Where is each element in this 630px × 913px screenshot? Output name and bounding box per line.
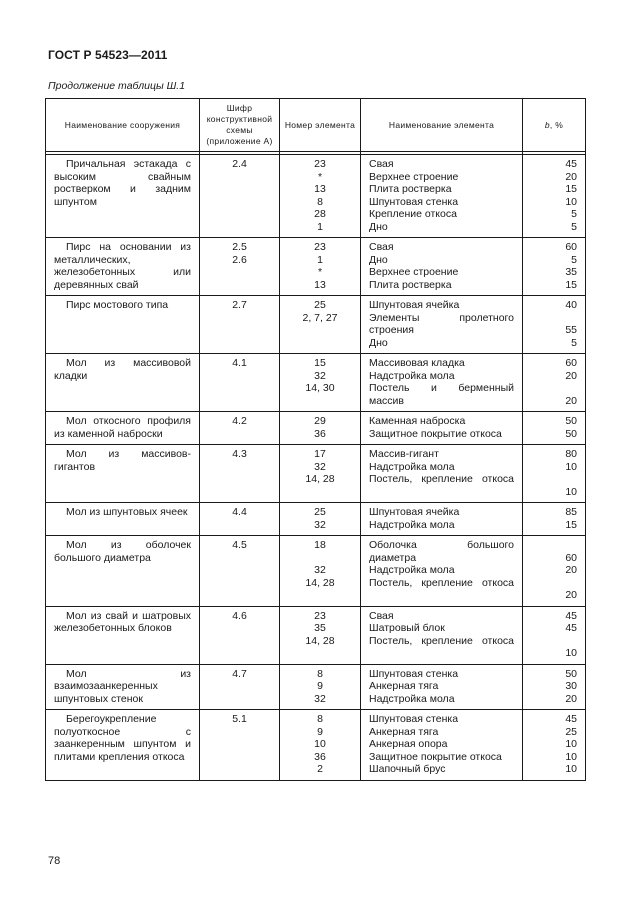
- element-name-cell: [361, 296, 523, 354]
- structure-name: Мол из взаимозаанкеренных шпунтовых стенок: [54, 667, 191, 705]
- element-name-cell: [361, 412, 523, 445]
- b-symbol: b: [544, 119, 550, 130]
- element-number: 2, 7, 27: [302, 311, 338, 324]
- element-number: 14, 28: [305, 473, 335, 485]
- element-name-cell: [361, 664, 523, 710]
- document-header: ГОСТ Р 54523—2011: [48, 48, 168, 62]
- table-row: [46, 606, 586, 664]
- structure-name: Мол из массивов-гигантов: [54, 448, 191, 473]
- element-number: 36: [314, 750, 326, 763]
- table-header-row: [46, 99, 586, 152]
- element-number-cell: [280, 412, 361, 445]
- element-number: 25: [314, 506, 326, 518]
- table-row: [46, 664, 586, 710]
- row-spacer: [288, 589, 352, 602]
- column-header-b-percent: b, %: [523, 99, 586, 152]
- element-name-cell: [361, 155, 523, 238]
- scheme-code: 4.3: [232, 448, 247, 460]
- element-name: Шпунтовая стенка: [369, 667, 459, 680]
- column-header-element-name: Наименование элемента: [361, 99, 523, 152]
- scheme-code: 4.4: [232, 506, 247, 518]
- element-name-cell: [361, 536, 523, 607]
- element-number: 13: [314, 183, 326, 195]
- row-spacer: [531, 577, 577, 590]
- b-percent-value: 40: [565, 299, 577, 311]
- structure-name-cell: [46, 445, 200, 503]
- element-name: Постель и берменный массив: [369, 382, 514, 407]
- element-name: Плита ростверка: [369, 278, 452, 291]
- b-percent-value: 50: [565, 415, 577, 427]
- table-row: [46, 354, 586, 412]
- b-percent-cell: [523, 536, 586, 607]
- column-header-element-number: Номер элемента: [280, 99, 361, 152]
- scheme-code-cell: [200, 238, 280, 296]
- table-row: [46, 238, 586, 296]
- element-name: Надстройка мола: [369, 460, 455, 473]
- element-number: 23: [314, 609, 326, 622]
- b-percent-value: 5: [571, 336, 577, 349]
- element-name: Шпунтовая стенка: [369, 195, 459, 208]
- element-number: 32: [314, 692, 326, 705]
- b-percent-cell: [523, 503, 586, 536]
- scheme-code: 2.6: [232, 253, 247, 266]
- scheme-code-cell: [200, 354, 280, 412]
- b-percent-value: 10: [565, 460, 577, 473]
- element-name: Защитное покрытие откоса: [369, 427, 502, 440]
- element-name: Элементы пролетного строения: [369, 311, 514, 336]
- column-header-structure: Наименование сооружения: [46, 99, 200, 152]
- element-name: Шпунтовая стенка: [369, 713, 459, 725]
- element-number: 23: [314, 158, 326, 170]
- scheme-code: 2.5: [232, 241, 247, 253]
- element-number-cell: [280, 155, 361, 238]
- scheme-code: 4.2: [232, 415, 247, 427]
- element-number: *: [317, 266, 323, 278]
- scheme-code-cell: [200, 296, 280, 354]
- element-name-cell: [361, 503, 523, 536]
- element-name: Надстройка мола: [369, 692, 455, 705]
- element-number-cell: [280, 445, 361, 503]
- table-row: [46, 503, 586, 536]
- b-percent-cell: [523, 296, 586, 354]
- element-name: Шпунтовая ячейка: [369, 299, 460, 311]
- b-percent-value: 15: [565, 278, 577, 291]
- element-number: 1: [317, 253, 323, 266]
- element-number: 32: [314, 564, 326, 576]
- element-name: Свая: [369, 609, 394, 622]
- b-percent-cell: [523, 155, 586, 238]
- structure-name: Причальная эстакада с высоким свайным ростверком и задним шпунтом: [54, 158, 191, 208]
- b-percent-value: 55: [565, 324, 577, 336]
- element-name: Массивовая кладка: [369, 357, 465, 369]
- element-name: Постель, крепление откоса: [369, 576, 514, 589]
- element-name: Дно: [369, 253, 388, 266]
- element-name: Постель, крепление откоса: [369, 473, 514, 485]
- scheme-code-cell: [200, 445, 280, 503]
- element-number: 35: [314, 622, 326, 634]
- scheme-code-cell: [200, 710, 280, 781]
- structure-name-cell: [46, 296, 200, 354]
- element-name: Защитное покрытие откоса: [369, 750, 502, 763]
- element-name: Шатровый блок: [369, 622, 445, 634]
- b-percent-value: 5: [571, 220, 577, 233]
- b-percent-value: 60: [565, 357, 577, 369]
- structure-name-cell: [46, 155, 200, 238]
- row-spacer: [288, 486, 352, 499]
- b-percent-value: 30: [565, 680, 577, 692]
- b-percent-value: 60: [565, 551, 577, 564]
- structure-name: Берегоукрепление полуоткосное с заанкеренным шпунтом и плитами крепления откоса: [54, 713, 191, 763]
- table-row: [46, 710, 586, 781]
- structure-name-cell: [46, 238, 200, 296]
- structure-name: Пирс на основании из металлических, железобетонных или деревянных свай: [54, 241, 191, 291]
- element-number: 36: [314, 427, 326, 440]
- element-name: Надстройка мола: [369, 518, 455, 531]
- structure-name-cell: [46, 503, 200, 536]
- element-number-cell: [280, 536, 361, 607]
- structure-name: Пирс мостового типа: [66, 299, 169, 311]
- element-number-cell: [280, 296, 361, 354]
- element-name: Верхнее строение: [369, 170, 459, 183]
- b-percent-value: 15: [565, 518, 577, 531]
- b-percent-value: 20: [565, 369, 577, 382]
- element-name-cell: [361, 606, 523, 664]
- b-percent-value: 20: [565, 564, 577, 576]
- element-number: 8: [317, 195, 323, 208]
- element-name: Дно: [369, 220, 388, 233]
- scheme-code: 4.1: [232, 357, 247, 369]
- b-percent-cell: [523, 710, 586, 781]
- element-number: 14, 28: [305, 576, 335, 589]
- scheme-code: 5.1: [232, 713, 247, 725]
- row-spacer: [288, 324, 352, 337]
- element-name: Свая: [369, 158, 394, 170]
- scheme-code-cell: [200, 155, 280, 238]
- b-percent-value: 80: [565, 448, 577, 460]
- element-number: 32: [314, 369, 326, 382]
- row-spacer: [288, 552, 352, 565]
- element-name-cell: [361, 354, 523, 412]
- data-table: [45, 98, 586, 781]
- element-number-cell: [280, 710, 361, 781]
- structure-name-cell: [46, 354, 200, 412]
- element-name: Каменная наброска: [369, 415, 466, 427]
- element-number: 29: [314, 415, 326, 427]
- element-name-cell: [361, 445, 523, 503]
- structure-name-cell: [46, 412, 200, 445]
- table-row: [46, 296, 586, 354]
- b-percent-cell: [523, 238, 586, 296]
- element-name: Свая: [369, 241, 394, 253]
- row-spacer: [531, 473, 577, 486]
- element-name: Шапочный брус: [369, 763, 446, 775]
- b-percent-cell: [523, 664, 586, 710]
- element-name: Верхнее строение: [369, 266, 459, 278]
- b-percent-value: 10: [565, 485, 577, 498]
- element-number-cell: [280, 354, 361, 412]
- element-number: 23: [314, 241, 326, 253]
- scheme-code: 4.7: [232, 667, 247, 680]
- element-name-cell: [361, 710, 523, 781]
- row-spacer: [288, 647, 352, 660]
- scheme-code: 4.5: [232, 539, 247, 551]
- row-spacer: [531, 539, 577, 552]
- element-number: 8: [317, 713, 323, 725]
- scheme-code-cell: [200, 664, 280, 710]
- b-percent-value: 5: [571, 208, 577, 220]
- b-percent-value: 50: [565, 667, 577, 680]
- page-number: 78: [48, 855, 61, 867]
- element-number: 9: [317, 680, 323, 692]
- scheme-code-cell: [200, 503, 280, 536]
- b-percent-value: 35: [565, 266, 577, 278]
- b-percent-value: 25: [565, 725, 577, 738]
- structure-name: Мол откосного профиля из каменной наброски: [54, 415, 191, 440]
- scheme-code: 4.6: [232, 609, 247, 622]
- b-percent-value: 45: [565, 609, 577, 622]
- element-number: 17: [314, 448, 326, 460]
- element-name: Постель, крепление откоса: [369, 634, 514, 647]
- b-percent-value: 20: [565, 692, 577, 705]
- structure-name-cell: [46, 664, 200, 710]
- b-percent-cell: [523, 606, 586, 664]
- structure-name: Мол из свай и шатровых железобетонных блоков: [54, 609, 191, 634]
- scheme-code-cell: [200, 412, 280, 445]
- row-spacer: [531, 312, 577, 325]
- b-percent-value: 10: [565, 647, 577, 659]
- b-percent-cell: [523, 445, 586, 503]
- table-continuation-caption: Продолжение таблицы Ш.1: [48, 80, 186, 92]
- scheme-code: 2.7: [232, 299, 247, 311]
- structure-name-cell: [46, 710, 200, 781]
- scheme-code-cell: [200, 606, 280, 664]
- element-number: 2: [317, 763, 323, 775]
- b-percent-value: 45: [565, 158, 577, 170]
- column-header-scheme: Шифр конструктивной схемы (приложение А): [200, 99, 280, 152]
- element-name: Шпунтовая ячейка: [369, 506, 460, 518]
- element-number: 8: [317, 667, 323, 680]
- element-name: Анкерная тяга: [369, 725, 439, 738]
- element-number: 1: [317, 220, 323, 233]
- element-name: Оболочка большого диаметра: [369, 539, 514, 564]
- b-percent-cell: [523, 412, 586, 445]
- element-number: 9: [317, 725, 323, 738]
- structure-name: Мол из шпунтовых ячеек: [66, 506, 188, 518]
- element-number: 18: [314, 539, 326, 551]
- table-body: [46, 155, 586, 781]
- element-number: *: [317, 170, 323, 183]
- element-name: Анкерная опора: [369, 738, 448, 750]
- b-percent-value: 85: [565, 506, 577, 518]
- table-row: [46, 155, 586, 238]
- scheme-code-cell: [200, 536, 280, 607]
- structure-name-cell: [46, 606, 200, 664]
- element-number: 28: [314, 208, 326, 220]
- element-number: 14, 28: [305, 634, 335, 647]
- element-number: [288, 337, 352, 350]
- b-percent-value: 10: [565, 763, 577, 775]
- table-row: [46, 536, 586, 607]
- element-number-cell: [280, 606, 361, 664]
- element-number: 10: [314, 738, 326, 750]
- b-percent-value: 5: [571, 253, 577, 266]
- element-number-cell: [280, 503, 361, 536]
- structure-name: Мол из оболочек большого диаметра: [54, 539, 191, 564]
- element-name-cell: [361, 238, 523, 296]
- row-spacer: [288, 395, 352, 408]
- element-number-cell: [280, 664, 361, 710]
- b-percent-value: 10: [565, 195, 577, 208]
- row-spacer: [531, 382, 577, 395]
- element-number: 25: [314, 299, 326, 311]
- row-spacer: [531, 635, 577, 648]
- element-name: Крепление откоса: [369, 208, 457, 220]
- b-percent-value: 45: [565, 713, 577, 725]
- structure-name-cell: [46, 536, 200, 607]
- scheme-code: 2.4: [232, 158, 247, 170]
- element-name: Дно: [369, 336, 388, 349]
- b-percent-value: 15: [565, 183, 577, 195]
- structure-name: Мол из массивовой кладки: [54, 357, 191, 382]
- element-number: 32: [314, 460, 326, 473]
- b-percent-value: 10: [565, 750, 577, 763]
- element-number: 14, 30: [305, 382, 335, 394]
- element-name: Массив-гигант: [369, 448, 439, 460]
- b-percent-value: 10: [565, 738, 577, 750]
- table-row: [46, 412, 586, 445]
- b-percent-value: 20: [565, 170, 577, 183]
- element-number-cell: [280, 238, 361, 296]
- b-percent-value: 20: [565, 589, 577, 601]
- element-name: Плита ростверка: [369, 183, 452, 195]
- element-number: 32: [314, 518, 326, 531]
- b-percent-value: 50: [565, 427, 577, 440]
- b-percent-value: 20: [565, 394, 577, 407]
- element-name: Надстройка мола: [369, 369, 455, 382]
- element-name: Надстройка мола: [369, 564, 455, 576]
- element-name: Анкерная тяга: [369, 680, 439, 692]
- element-number: 13: [314, 278, 326, 291]
- element-number: 15: [314, 357, 326, 369]
- table-row: [46, 445, 586, 503]
- b-percent-value: 60: [565, 241, 577, 253]
- b-percent-cell: [523, 354, 586, 412]
- b-percent-value: 45: [565, 622, 577, 634]
